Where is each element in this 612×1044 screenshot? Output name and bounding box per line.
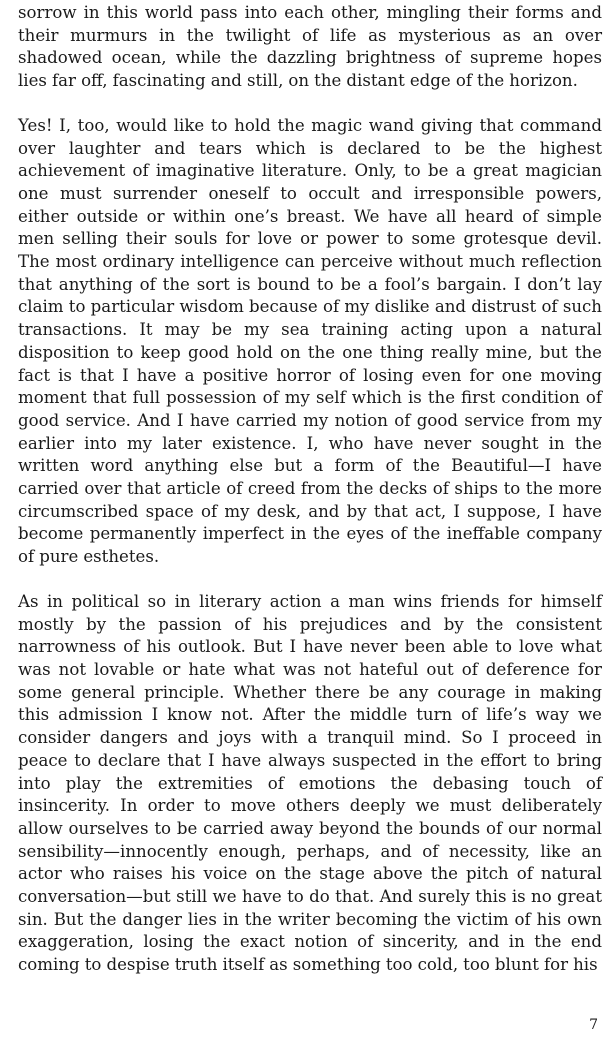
- paragraph-gap: [18, 569, 602, 591]
- paragraph-magic-wand: Yes! I, too, would like to hold the magic wand giving that command over laughter and tears which is declared to be the highest achievement of imaginative literature. Only, to be a great magician one must surrender oneself to occult and irresponsible powers, either outside or within one’s breast. We have all heard of simple men selling their souls for love or power to some grotesque devil. The most ordinary intelligence can perceive without much reflection that anything of the sort is bound to be a fool’s bargain. I don’t lay claim to particular wisdom because of my dislike and distrust of such transactions. It may be my sea training acting upon a natural disposition to keep good hold on the one thing really mine, but the fact is that I have a positive horror of losing even for one moving moment that full possession of my self which is the first condition of good service. And I have carried my notion of good service from my earlier into my later existence. I, who have never sought in the written word anything else but a form of the Beautiful—I have carried over that article of creed from the decks of ships to the more circumscribed space of my desk, and by that act, I suppose, I have become permanently imperfect in the eyes of the ineffable company of pure esthetes.: [18, 115, 602, 567]
- paragraph-gap: [18, 93, 602, 115]
- paragraph-continued: sorrow in this world pass into each other, mingling their forms and their murmurs in the twilight of life as mysterious as an over shadowed ocean, while the dazzling brightness of supreme hopes lies far off, fascinating and still, on the distant edge of the horizon.: [18, 3, 602, 91]
- page-number: 7: [589, 1017, 598, 1033]
- paragraph-literary-action: As in political so in literary action a man wins friends for himself mostly by the passion of his prejudices and by the consistent narrowness of his outlook. But I have never been able to love what was not lovable or hate what was not hateful out of deference for some general principle. Whether there be any courage in making this admission I know not. After the middle turn of life’s way we consider dangers and joys with a tranquil mind. So I proceed in peace to declare that I have always suspected in the effort to bring into play the extremities of emotions the debasing touch of insincerity. In order to move others deeply we must deliberately allow ourselves to be carried away beyond the bounds of our normal sensibility—innocently enough, perhaps, and of necessity, like an actor who raises his voice on the stage above the pitch of natural conversation—but still we have to do that. And surely this is no great sin. But the danger lies in the writer becoming the victim of his own exaggeration, losing the exact notion of sincerity, and in the end coming to despise truth itself as something too cold, too blunt for his: [18, 591, 602, 975]
- text-body: [18, 2, 602, 977]
